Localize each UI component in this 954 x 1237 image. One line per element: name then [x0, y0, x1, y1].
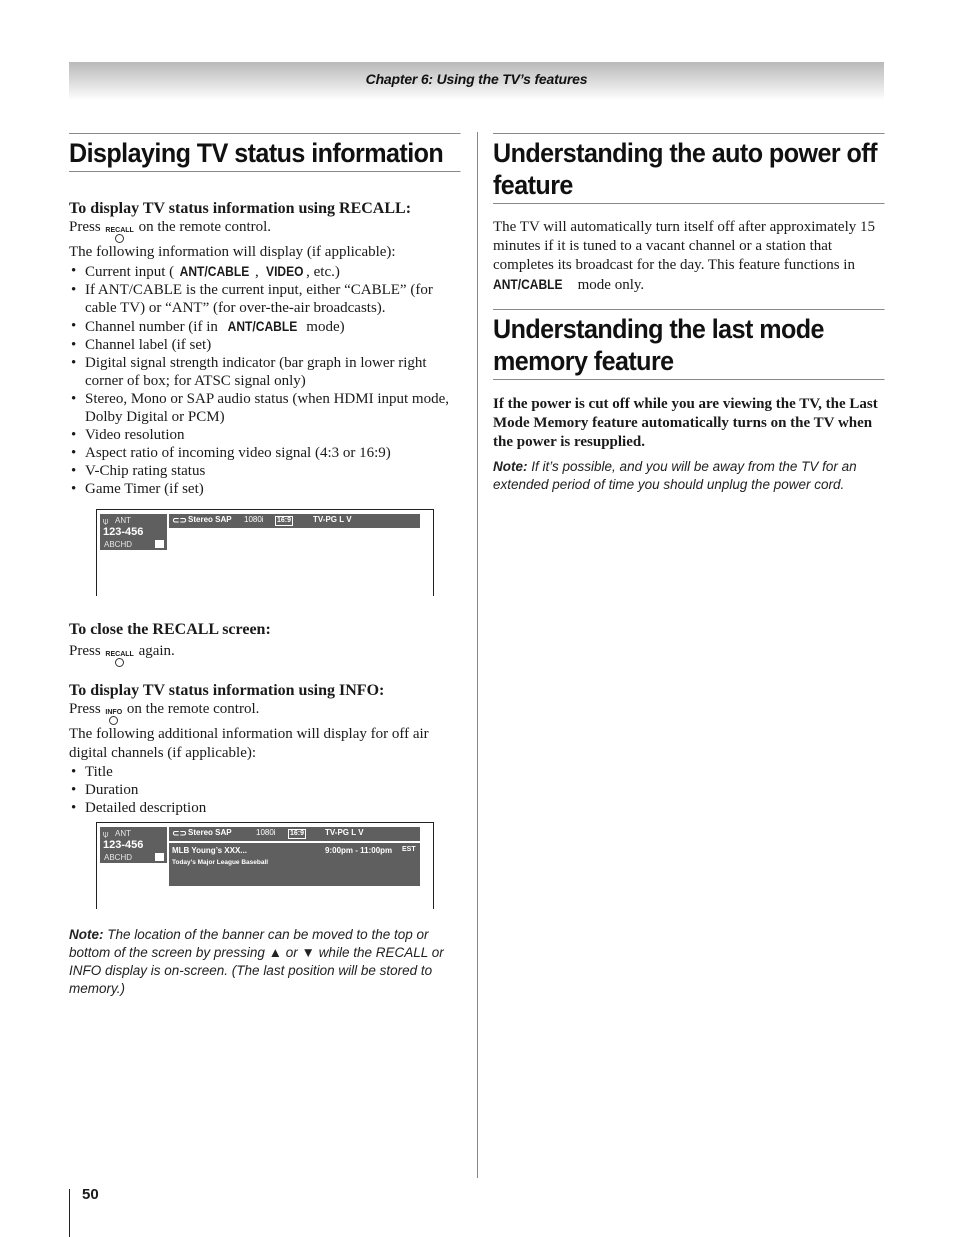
list-item: • Current input ( ANT/CABLE , VIDEO , etc.): [69, 262, 461, 281]
list-item: • Detailed description: [69, 799, 461, 817]
list-item: • Duration: [69, 781, 461, 799]
channel-box: [100, 827, 167, 863]
channel-box: [100, 514, 167, 550]
status-bar: [169, 514, 420, 528]
recall-banner-screen: [96, 509, 434, 596]
chapter-title: Chapter 6: Using the TV’s features: [365, 71, 588, 87]
vchip-rating: TV-PG L V: [313, 515, 352, 524]
status-bar: [169, 827, 420, 841]
close-heading: To close the RECALL screen:: [69, 621, 271, 638]
page-number-rule: [69, 1189, 70, 1237]
down-arrow-icon: ▼: [301, 945, 315, 960]
close-press-line: Press RECALL again.: [69, 642, 461, 667]
banner-position-note: Note: The location of the banner can be moved to the top or bottom of the screen by pressing ▲ or ▼ while the RECALL or INFO display is on-screen. (The last position will be stored to memory.): [69, 927, 444, 996]
channel-number: 123-456: [103, 526, 144, 538]
channel-number: 123-456: [103, 839, 144, 851]
recall-intro: The following information will display (if applicable):: [69, 244, 396, 260]
video-resolution: 1080i: [244, 515, 264, 524]
left-column-lower: [69, 620, 461, 817]
vchip-rating: TV-PG L V: [325, 828, 364, 837]
audio-status: Stereo SAP: [188, 828, 232, 837]
list-item: • Digital signal strength indicator (bar graph in lower right corner of box; for ATSC signal only): [69, 354, 461, 390]
section-title-auto-power-off: Understanding the auto power off feature: [493, 133, 885, 204]
list-item: • Stereo, Mono or SAP audio status (when HDMI input mode, Dolby Digital or PCM): [69, 390, 461, 426]
chapter-header-bar: [69, 62, 884, 100]
aspect-ratio: 16:9: [290, 830, 305, 837]
section-title-last-mode-memory: Understanding the last mode memory feature: [493, 309, 885, 380]
recall-key-icon: RECALL: [105, 227, 133, 243]
list-item: • Channel number (if in ANT/CABLE mode): [69, 317, 461, 336]
signal-strength-icon: [155, 853, 164, 861]
program-description: Today’s Major League Baseball: [172, 859, 269, 866]
dolby-icon: ⊂⊃: [172, 515, 188, 525]
list-item: • Aspect ratio of incoming video signal (4:3 or 16:9): [69, 444, 461, 462]
up-arrow-icon: ▲: [268, 945, 282, 960]
antenna-icon: ⍦: [103, 516, 109, 526]
recall-info-list: [69, 262, 461, 498]
power-cord-note: Note: If it’s possible, and you will be away from the TV for an extended period of time you should unplug the power cord.: [493, 459, 857, 492]
column-divider: [477, 132, 478, 1178]
info-banner-screen: [96, 822, 434, 909]
input-label: ANT: [115, 516, 131, 525]
list-item: • Channel label (if set): [69, 336, 461, 354]
auto-power-off-body: The TV will automatically turn itself off after approximately 15 minutes if it is tuned to a vacant channel or a station that completes its broadcast for the day. This feature functions in ANT/CABLE mode only.: [493, 219, 875, 293]
recall-key-icon: RECALL: [105, 651, 133, 667]
audio-status: Stereo SAP: [188, 515, 232, 524]
antenna-icon: ⍦: [103, 829, 109, 839]
channel-label: ABCHD: [104, 540, 133, 549]
program-info-panel: [169, 843, 420, 886]
info-press-line: Press INFO on the remote control.: [69, 700, 461, 725]
aspect-ratio: 16:9: [277, 517, 292, 524]
info-heading: To display TV status information using INFO:: [69, 682, 385, 699]
section-title-status: Displaying TV status information: [69, 133, 461, 172]
list-item: • Title: [69, 763, 461, 781]
recall-press-line: Press RECALL on the remote control.: [69, 218, 461, 243]
dolby-icon: ⊂⊃: [172, 828, 188, 838]
right-column: [493, 133, 885, 494]
recall-heading: To display TV status information using RECALL:: [69, 200, 412, 217]
info-list: [69, 763, 461, 817]
list-item: • Video resolution: [69, 426, 461, 444]
program-title: MLB Young’s XXX...: [172, 846, 247, 855]
program-duration: 9:00pm - 11:00pm: [325, 846, 393, 855]
list-item: • Game Timer (if set): [69, 480, 461, 498]
left-note-block: [69, 926, 461, 998]
info-intro: The following additional information will display for off air digital channels (if applicable):: [69, 726, 429, 761]
page-number: 50: [82, 1186, 99, 1203]
time-zone: EST: [402, 846, 416, 853]
list-item: • If ANT/CABLE is the current input, either “CABLE” (for cable TV) or “ANT” (for over-the-air broadcasts).: [69, 281, 461, 317]
input-label: ANT: [115, 829, 131, 838]
last-mode-body: If the power is cut off while you are viewing the TV, the Last Mode Memory feature automatically turns on the TV when the power is resupplied.: [493, 396, 878, 450]
list-item: • V-Chip rating status: [69, 462, 461, 480]
signal-strength-icon: [155, 540, 164, 548]
channel-label: ABCHD: [104, 853, 133, 862]
info-key-icon: INFO: [105, 709, 122, 725]
left-column: [69, 133, 461, 498]
video-resolution: 1080i: [256, 828, 276, 837]
